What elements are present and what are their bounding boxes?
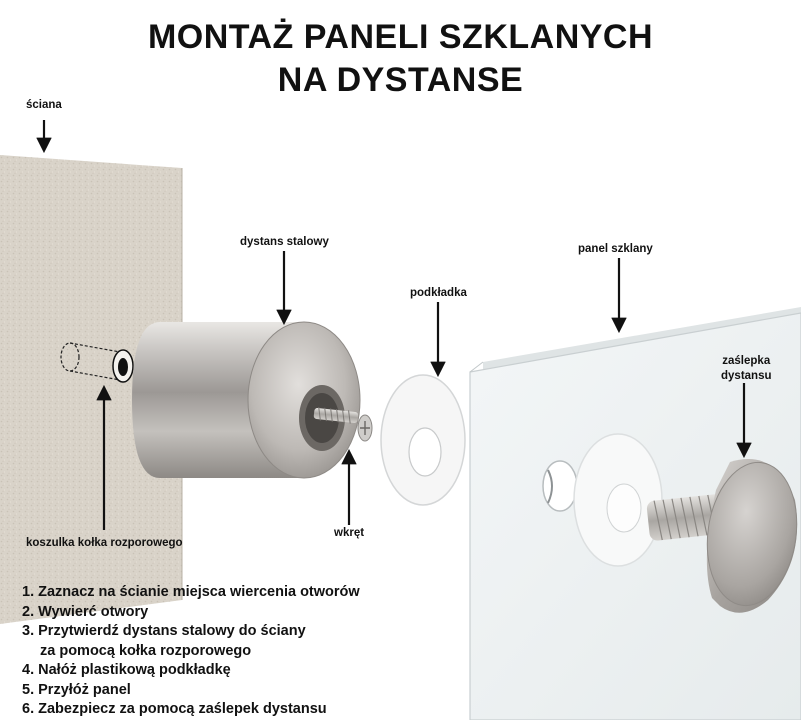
- step-number: 4.: [22, 662, 35, 678]
- step-number: 5.: [22, 681, 35, 698]
- label-wall: ściana: [26, 99, 62, 111]
- step-3: [22, 622, 360, 642]
- glass-hole: [543, 461, 577, 511]
- label-glass-panel: panel szklany: [578, 243, 653, 255]
- steel-spacer: [132, 322, 360, 478]
- label-spacer-cap-line-2: dystansu: [721, 370, 772, 382]
- label-screw: wkręt: [334, 527, 365, 539]
- step-6: [22, 700, 360, 720]
- step-5: [22, 681, 360, 701]
- step-1: [22, 583, 360, 603]
- step-text: Zaznacz na ścianie miejsca wiercenia otworów: [38, 584, 360, 600]
- label-spacer-cap: [721, 354, 772, 384]
- step-text: Nałóż plastikową podkładkę: [38, 662, 231, 678]
- title-line-1: MONTAŻ PANELI SZKLANYCH: [147, 18, 654, 56]
- label-steel-spacer: dystans stalowy: [240, 236, 329, 248]
- instruction-steps: [22, 583, 360, 720]
- step-text: Wywierć otwory: [38, 603, 149, 620]
- step-number: 3.: [22, 623, 35, 639]
- step-text: Przytwierdź dystans stalowy do ściany: [38, 623, 306, 639]
- step-text: Przyłóż panel: [38, 681, 131, 698]
- step-number: 2.: [22, 603, 35, 620]
- label-spacer-cap-line-1: zaślepka: [722, 355, 771, 367]
- washer: [381, 375, 465, 505]
- title-line-2: NA DYSTANSE: [277, 61, 524, 99]
- step-number: 1.: [22, 584, 35, 600]
- cap-washer: [574, 434, 662, 566]
- label-anchor-sleeve: koszulka kołka rozporowego: [26, 537, 183, 549]
- step-3-continuation: za pomocą kołka rozporowego: [40, 642, 252, 659]
- step-4: [22, 661, 360, 681]
- step-2: [22, 603, 360, 623]
- label-washer: podkładka: [410, 287, 467, 299]
- step-number: 6.: [22, 701, 35, 717]
- step-text: Zabezpiecz za pomocą zaślepek dystansu: [38, 701, 327, 717]
